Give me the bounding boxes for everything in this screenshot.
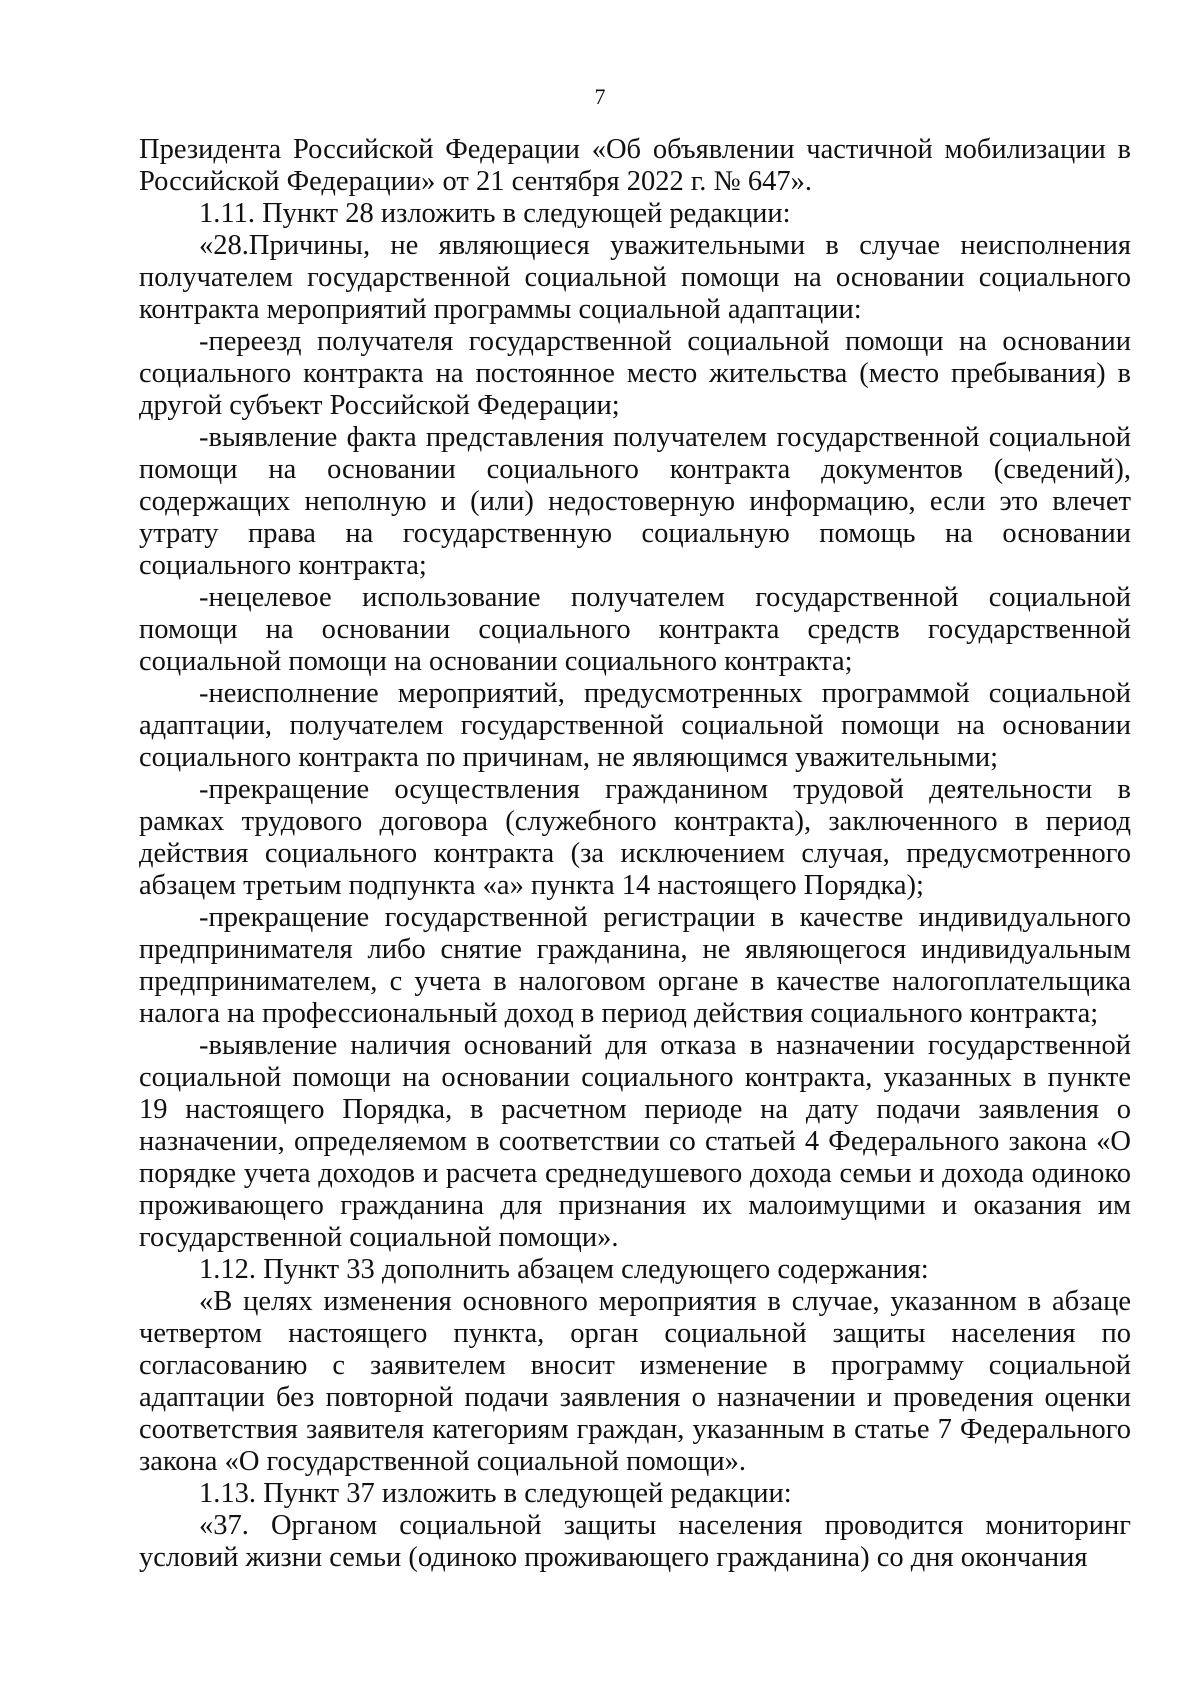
list-item-relocation: -переезд получателя государственной социальной помощи на основании социального контракта на постоянное место жительства (место пребывания) в другой субъект Российской Федерации; xyxy=(139,326,1131,421)
list-item-refusal-grounds: -выявление наличия оснований для отказа в назначении государственной социальной помощи на основании социального контракта, указанных в пункте 19 настоящего Порядка, в расчетном периоде на дату подачи заявления о назначении, определяемом в соответствии со статьей 4 Федерального закона «О порядке учета доходов и расчета среднедушевого дохода семьи и дохода одиноко проживающего гражданина для признания их малоимущими и оказания им государственной социальной помощи». xyxy=(139,1030,1131,1253)
paragraph-continuation: Президента Российской Федерации «Об объявлении частичной мобилизации в Российской Федерации» от 21 сентября 2022 г. № 647». xyxy=(139,134,1131,197)
list-item-employment-termination: -прекращение осуществления гражданином трудовой деятельности в рамках трудового договора (служебного контракта), заключенного в период действия социального контракта (за исключением случая, предусмотренного абзацем третьим подпункта «а» пункта 14 настоящего Порядка); xyxy=(139,774,1131,901)
paragraph-point-28: «28.Причины, не являющиеся уважительными в случае неисполнения получателем государственной социальной помощи на основании социального контракта мероприятий программы социальной адаптации: xyxy=(139,230,1131,325)
list-item-misuse: -нецелевое использование получателем государственной социальной помощи на основании социального контракта средств государственной социальной помощи на основании социального контракта; xyxy=(139,582,1131,677)
list-item-false-information: -выявление факта представления получателем государственной социальной помощи на основании социального контракта документов (сведений), содержащих неполную и (или) недостоверную информацию, если это влечет утрату права на государственную социальную помощь на основании социального контракта; xyxy=(139,422,1131,581)
paragraph-point-33-addition: «В целях изменения основного мероприятия в случае, указанном в абзаце четвертом настоящего пункта, орган социальной защиты населения по согласованию с заявителем вносит изменение в программу социальной адаптации без повторной подачи заявления о назначении и проведения оценки соответствия заявителя категориям граждан, указанным в статье 7 Федерального закона «О государственной социальной помощи». xyxy=(139,1286,1131,1477)
list-item-registration-termination: -прекращение государственной регистрации в качестве индивидуального предпринимателя либо снятие гражданина, не являющегося индивидуальным предпринимателем, с учета в налоговом органе в качестве налогоплательщика налога на профессиональный доход в период действия социального контракта; xyxy=(139,902,1131,1029)
list-item-non-fulfillment: -неисполнение мероприятий, предусмотренных программой социальной адаптации, получателем государственной социальной помощи на основании социального контракта по причинам, не являющимся уважительными; xyxy=(139,678,1131,773)
paragraph-point-37: «37. Органом социальной защиты населения проводится мониторинг условий жизни семьи (одиноко проживающего гражданина) со дня окончания xyxy=(139,1510,1131,1573)
paragraph-item-1-12: 1.12. Пункт 33 дополнить абзацем следующего содержания: xyxy=(199,1254,929,1285)
page-number: 7 xyxy=(594,84,606,109)
paragraph-item-1-13: 1.13. Пункт 37 изложить в следующей редакции: xyxy=(199,1478,792,1509)
document-body xyxy=(139,134,1131,1574)
paragraph-item-1-11: 1.11. Пункт 28 изложить в следующей редакции: xyxy=(199,198,791,229)
